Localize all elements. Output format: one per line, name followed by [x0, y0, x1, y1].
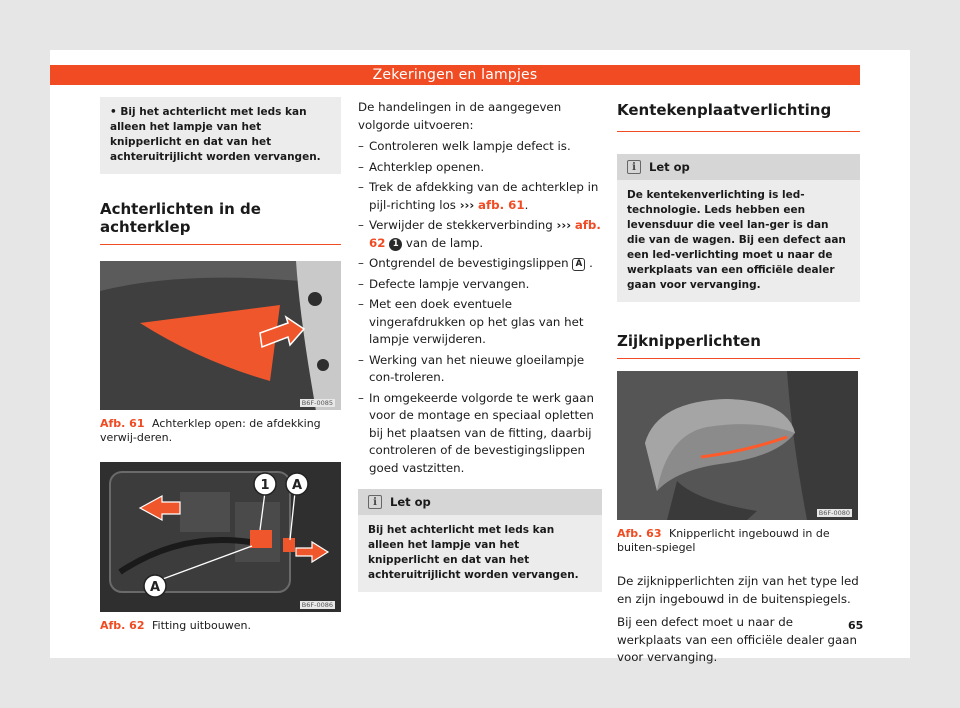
- lamp-fitting-illustration: [100, 462, 341, 612]
- note-right-body: De kentekenverlichting is led-technologie. Leds hebben een levensduur die veel lan-ger is dan die van de wagen. Bij een defect aan een led-verlichting moet u naar de werkplaats van een officiële dealer gaan voor vervanging.: [617, 180, 860, 302]
- figure-63-caption: [617, 527, 860, 555]
- note-right-head: [617, 154, 860, 180]
- step-6: – Defecte lampje vervangen.: [358, 276, 602, 294]
- step-3: [358, 179, 602, 214]
- info-icon: i: [627, 160, 641, 174]
- figure-62-caption: [100, 619, 341, 633]
- figure-61-code: B6F-0085: [301, 399, 333, 407]
- ref-arrows: ›››: [459, 197, 475, 212]
- figure-61-image: [100, 261, 341, 410]
- note-right-heading: Let op: [649, 160, 690, 174]
- figure-62-code: B6F-0086: [301, 601, 333, 609]
- step-4: [358, 217, 602, 252]
- figure-63-label: Afb. 63: [617, 527, 662, 540]
- ref-figure-61[interactable]: afb. 61: [478, 197, 525, 212]
- marker-1-text: 1: [260, 478, 270, 493]
- mirror-illustration: [617, 371, 858, 520]
- bullet: •: [110, 106, 117, 118]
- figure-61-label: Afb. 61: [100, 417, 145, 430]
- step-7: – Met een doek eventuele vingerafdrukken op het glas van het lampje verwijderen.: [358, 296, 602, 349]
- badge-1: 1: [389, 238, 402, 251]
- section-title-side-indicators: Zijknipperlichten: [617, 332, 860, 359]
- top-note: [100, 97, 341, 174]
- column-right: [617, 97, 860, 667]
- figure-62-image: [100, 462, 341, 612]
- figure-63-image: [617, 371, 858, 520]
- period: .: [589, 256, 593, 270]
- note-right: [617, 154, 860, 302]
- step-9: – In omgekeerde volgorde te werk gaan voor de montage en speciaal opletten bij het plaatsen van de fitting, daarbij controleren of de bevestigingslippen goed vastzitten.: [358, 390, 602, 478]
- figure-62-text: Fitting uitbouwen.: [152, 619, 251, 632]
- note-middle: [358, 489, 602, 592]
- marker-a-text-top: A: [291, 478, 303, 493]
- step-8: – Werking van het nieuwe gloeilampje con-troleren.: [358, 352, 602, 387]
- figure-63-text: Knipperlicht ingebouwd in de buiten-spiegel: [617, 527, 830, 554]
- column-middle: [358, 99, 602, 592]
- tailgate-illustration: [100, 261, 341, 410]
- top-note-text: Bij het achterlicht met leds kan alleen het lampje van het knipperlicht en dat van het achteruitrijlicht worden vervangen.: [110, 106, 321, 163]
- badge-a: A: [572, 258, 585, 271]
- note-middle-head: [358, 489, 602, 515]
- figure-62-label: Afb. 62: [100, 619, 145, 632]
- section-title-rear-lights: Achterlichten in de achterklep: [100, 200, 341, 245]
- chapter-header: Zekeringen en lampjes: [50, 65, 860, 85]
- step-4-tail: van de lamp.: [405, 235, 484, 250]
- marker-a-text-bottom: A: [149, 580, 161, 595]
- info-icon: i: [368, 495, 382, 509]
- step-2: – Achterklep openen.: [358, 159, 602, 177]
- step-5: [358, 255, 602, 273]
- column-left: [100, 97, 341, 633]
- page-number: 65: [848, 619, 864, 632]
- period: .: [524, 197, 529, 212]
- intro-text: De handelingen in de aangegeven volgorde uitvoeren:: [358, 100, 562, 132]
- step-4-text: Verwijder de stekkerverbinding: [369, 218, 553, 232]
- figure-61-text: Achterklep open: de afdekking verwij-deren.: [100, 417, 321, 444]
- side-indicator-para-2: Bij een defect moet u naar de werkplaats van een officiële dealer gaan voor vervanging.: [617, 615, 857, 664]
- step-1: – Controleren welk lampje defect is.: [358, 138, 602, 156]
- section-title-license-light: Kentekenplaatverlichting: [617, 97, 860, 132]
- note-middle-body: Bij het achterlicht met leds kan alleen het lampje van het knipperlicht en dat van het achteruitrijlicht worden vervangen.: [358, 515, 602, 592]
- figure-63-code: B6F-0080: [818, 509, 850, 517]
- ref-figure-62[interactable]: afb. 62: [369, 218, 601, 250]
- note-middle-heading: Let op: [390, 495, 431, 509]
- side-indicator-para-1: De zijknipperlichten zijn van het type led en zijn ingebouwd in de buitenspiegels.: [617, 574, 859, 606]
- figure-61-caption: [100, 417, 341, 445]
- step-3-text: Trek de afdekking van de achterklep in pijl-richting los: [369, 180, 599, 212]
- step-5-text: Ontgrendel de bevestigingslippen: [369, 256, 569, 270]
- procedure-steps: [358, 138, 602, 477]
- ref-arrows: ›››: [556, 218, 572, 232]
